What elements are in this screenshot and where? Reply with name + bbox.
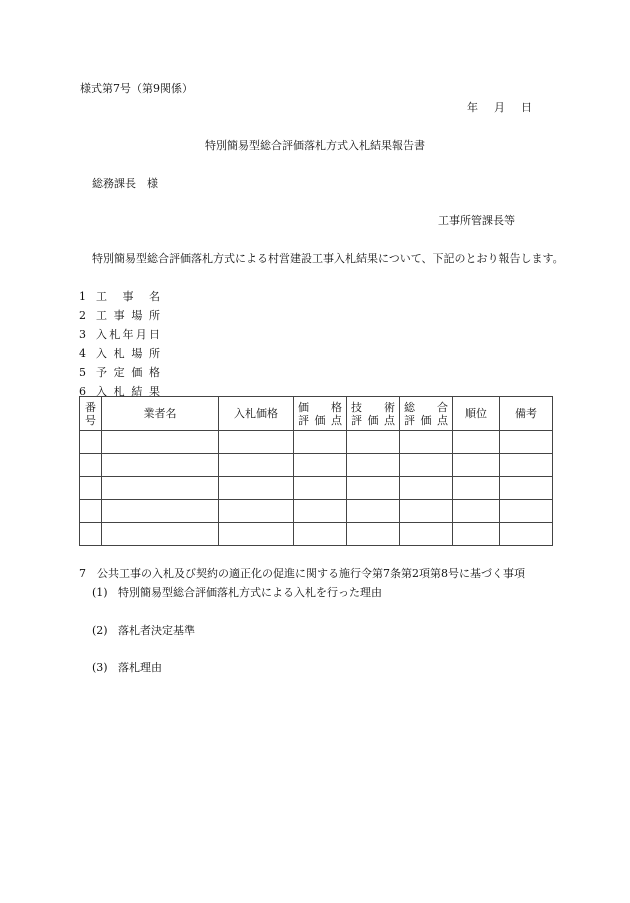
- table-row: [80, 431, 553, 454]
- table-cell[interactable]: [102, 431, 219, 454]
- sub-text: 落札理由: [118, 661, 162, 674]
- list-item: [79, 306, 160, 325]
- table-cell[interactable]: [219, 431, 294, 454]
- table-cell[interactable]: [500, 523, 553, 546]
- item-number: 6: [79, 385, 86, 398]
- item-label: 入札年月日: [96, 328, 160, 341]
- table-cell[interactable]: [102, 477, 219, 500]
- header-total-score: 総 合 評価点: [400, 397, 453, 431]
- item-label: 入札場所: [96, 347, 160, 360]
- table-cell[interactable]: [453, 523, 500, 546]
- table-cell[interactable]: [219, 477, 294, 500]
- list-item: [79, 363, 160, 382]
- table-cell[interactable]: [347, 477, 400, 500]
- item-label: 工事場所: [96, 309, 160, 322]
- table-header-row: [80, 397, 553, 431]
- item-label: 予定価格: [96, 366, 160, 379]
- table-cell[interactable]: [80, 477, 102, 500]
- item-list: [79, 287, 160, 401]
- item-number: 1: [79, 290, 86, 303]
- table-cell[interactable]: [500, 477, 553, 500]
- table-cell[interactable]: [453, 477, 500, 500]
- table-cell[interactable]: [400, 454, 453, 477]
- table-cell[interactable]: [102, 454, 219, 477]
- table-cell[interactable]: [102, 523, 219, 546]
- sub-text: 特別簡易型総合評価落札方式による入札を行った理由: [118, 586, 382, 599]
- table-row: [80, 477, 553, 500]
- table-cell[interactable]: [80, 523, 102, 546]
- header-number: 番 号: [80, 397, 102, 431]
- header-company: 業者名: [102, 397, 219, 431]
- sub-mark: (2): [92, 624, 108, 637]
- item-number: 5: [79, 366, 86, 379]
- table-cell[interactable]: [347, 500, 400, 523]
- form-number: 様式第7号（第9関係）: [80, 82, 193, 95]
- section-7-sub-2: [92, 622, 195, 638]
- sender: 工事所管課長等: [438, 214, 515, 227]
- table-cell[interactable]: [347, 523, 400, 546]
- section-7-heading: 7 公共工事の入札及び契約の適正化の促進に関する施行令第7条第2項第8号に基づく事項: [79, 567, 525, 580]
- header-rank: 順位: [453, 397, 500, 431]
- table-cell[interactable]: [400, 431, 453, 454]
- table-cell[interactable]: [219, 500, 294, 523]
- header-remarks: 備考: [500, 397, 553, 431]
- table-cell[interactable]: [294, 477, 347, 500]
- table-cell[interactable]: [400, 500, 453, 523]
- table-cell[interactable]: [400, 523, 453, 546]
- section-7-sub-3: [92, 659, 162, 675]
- table-cell[interactable]: [500, 431, 553, 454]
- addressee: 総務課長 様: [92, 177, 158, 190]
- table-cell[interactable]: [347, 454, 400, 477]
- header-bid-price: 入札価格: [219, 397, 294, 431]
- table-cell[interactable]: [80, 431, 102, 454]
- table-cell[interactable]: [500, 500, 553, 523]
- sub-text: 落札者決定基準: [118, 624, 195, 637]
- table-cell[interactable]: [219, 454, 294, 477]
- item-label: 工事名: [96, 290, 160, 303]
- table-cell[interactable]: [80, 500, 102, 523]
- item-number: 3: [79, 328, 86, 341]
- date-day: 日: [521, 101, 532, 114]
- header-price-score: 価 格 評価点: [294, 397, 347, 431]
- bid-result-table: [79, 396, 553, 546]
- item-number: 2: [79, 309, 86, 322]
- table-cell[interactable]: [453, 500, 500, 523]
- table-cell[interactable]: [294, 523, 347, 546]
- table-cell[interactable]: [219, 523, 294, 546]
- table-cell[interactable]: [347, 431, 400, 454]
- table-cell[interactable]: [453, 431, 500, 454]
- document-title: 特別簡易型総合評価落札方式入札結果報告書: [205, 139, 425, 152]
- list-item: [79, 344, 160, 363]
- table-cell[interactable]: [500, 454, 553, 477]
- sub-mark: (1): [92, 586, 108, 599]
- date-year: 年: [467, 101, 478, 114]
- item-number: 4: [79, 347, 86, 360]
- table-cell[interactable]: [294, 500, 347, 523]
- table-cell[interactable]: [453, 454, 500, 477]
- list-item: [79, 287, 160, 306]
- date-month: 月: [494, 101, 505, 114]
- table-row: [80, 523, 553, 546]
- table-cell[interactable]: [294, 431, 347, 454]
- date-line: [467, 99, 532, 115]
- table-cell[interactable]: [102, 500, 219, 523]
- table-cell[interactable]: [400, 477, 453, 500]
- table-cell[interactable]: [80, 454, 102, 477]
- item-label: 入札結果: [96, 385, 160, 398]
- intro-text: 特別簡易型総合評価落札方式による村営建設工事入札結果について、下記のとおり報告します。: [92, 252, 564, 265]
- section-7-sub-1: [92, 584, 382, 600]
- table-row: [80, 454, 553, 477]
- header-tech-score: 技 術 評価点: [347, 397, 400, 431]
- list-item: [79, 325, 160, 344]
- sub-mark: (3): [92, 661, 108, 674]
- table-row: [80, 500, 553, 523]
- table-cell[interactable]: [294, 454, 347, 477]
